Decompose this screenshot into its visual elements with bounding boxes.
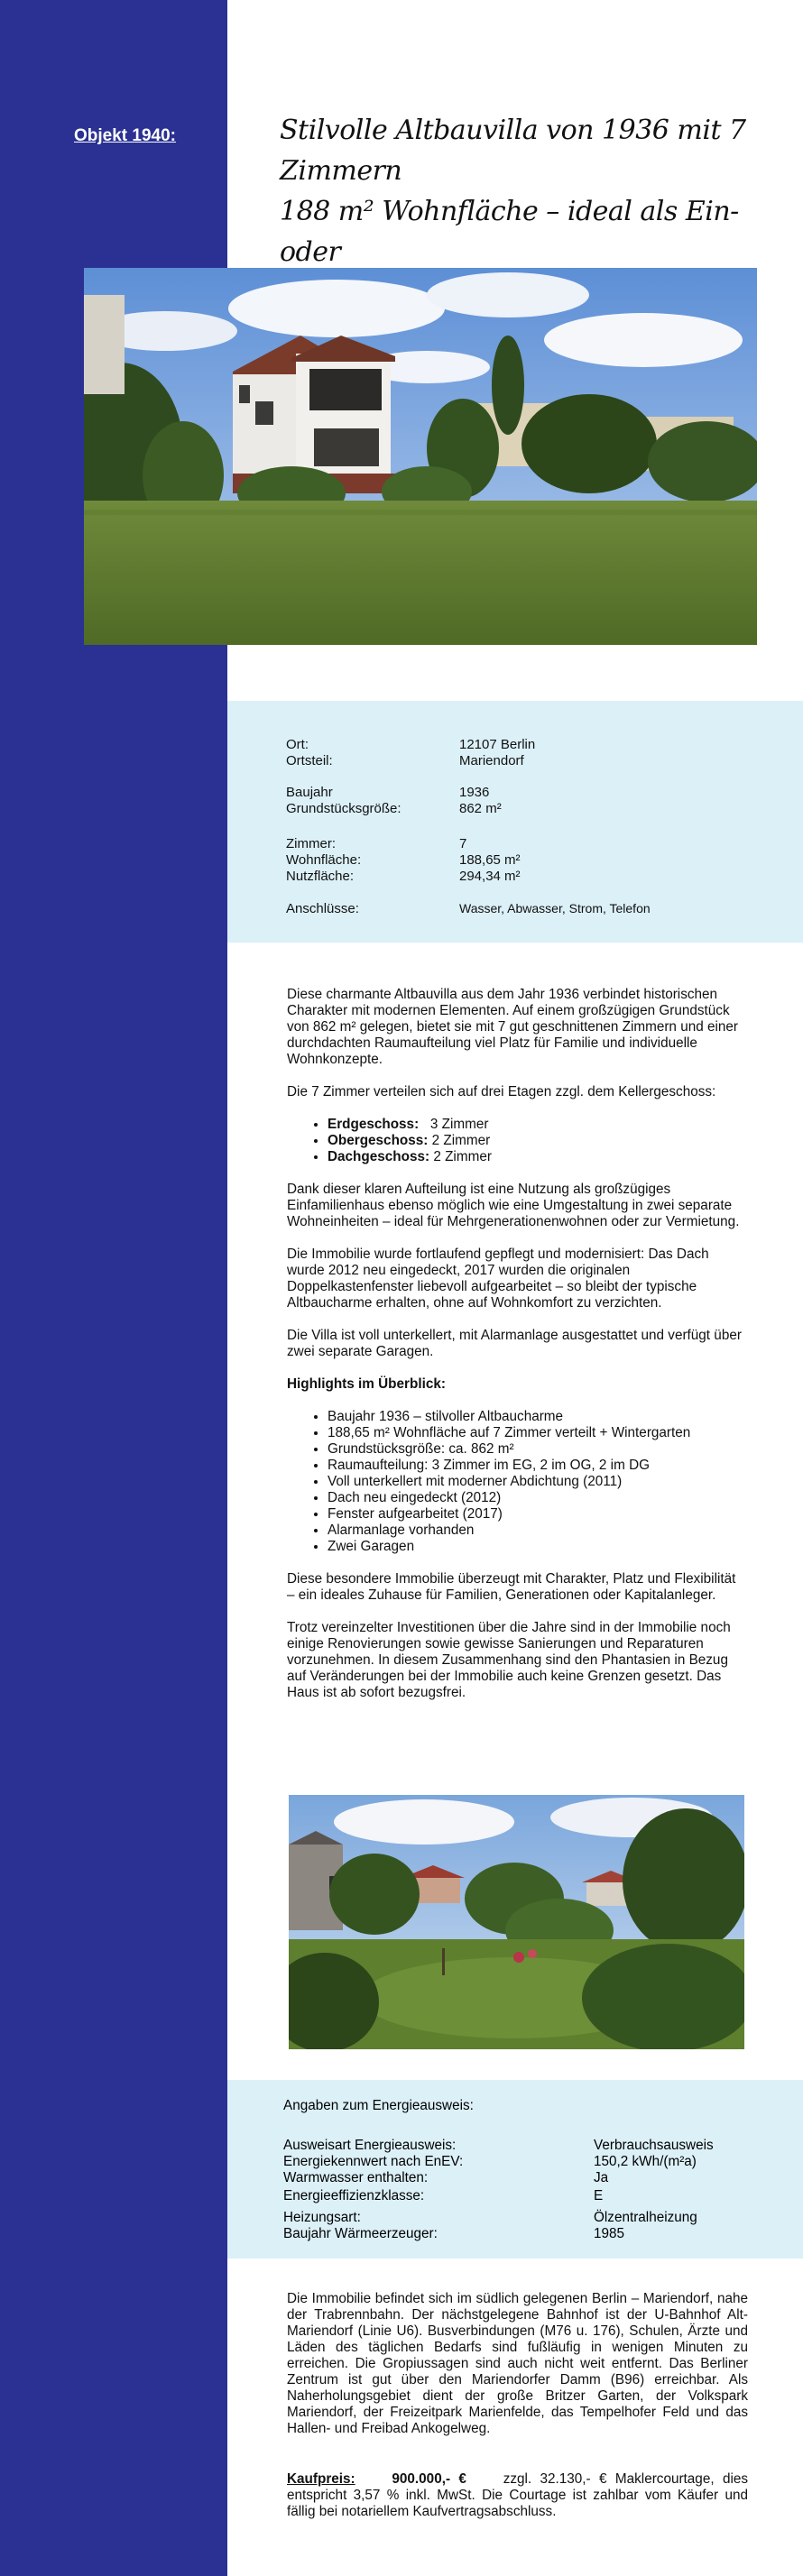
fact-label: Wohnfläche: — [286, 852, 362, 868]
description-paragraph: Die Immobilie wurde fortlaufend gepflegt und modernisiert: Das Dach wurde 2012 neu eingedeckt, 2017 wurden die originalen Doppelkastenfenster liebevoll aufgearbeitet – so bleibt der typische Altbaucharme erhalten, ohne auf Wohnkomfort zu verzichten. — [287, 1247, 709, 1311]
energy-value: 150,2 kWh/(m²a) — [594, 2154, 697, 2169]
fact-value: 188,65 m² — [459, 852, 521, 868]
energy-row — [283, 2210, 697, 2226]
fact-label: Ortsteil: — [286, 753, 333, 768]
house-photo-image — [84, 268, 757, 645]
fact-value: Mariendorf — [459, 753, 524, 768]
energy-label: Energiekennwert nach EnEV: — [283, 2154, 464, 2169]
fact-label: Grundstücksgröße: — [286, 801, 402, 816]
description-paragraph: Dank dieser klaren Aufteilung ist eine Nutzung als großzügiges Einfamilienhaus ebenso möglich wie eine Umgestaltung in zwei separate Wohneinheiten – ideal für Mehrgenerationenwohnen oder zur Vermietung. — [287, 1182, 740, 1229]
fact-label: Zimmer: — [286, 836, 336, 851]
list-item: • Zwei Garagen — [328, 1539, 743, 1555]
description-paragraph: Die 7 Zimmer verteilen sich auf drei Etagen zzgl. dem Kellergeschoss: — [287, 1084, 716, 1099]
price-label: Kaufpreis: — [287, 2471, 355, 2487]
energy-label: Ausweisart Energieausweis: — [283, 2138, 457, 2153]
title-line-2: 188 m² Wohnfläche – ideal als Ein- oder — [280, 196, 739, 268]
list-item — [328, 1117, 743, 1133]
garden-photo — [289, 1795, 744, 2049]
description-paragraph: Trotz vereinzelter Investitionen über die Jahre sind in der Immobilie noch einige Renovierungen sowie gewisse Sanierungen und Reparaturen vorzunehmen. In diesem Zusammenhang sind den Phantasien in Bezug auf Veränderungen bei der Immobilie auch keine Grenzen gesetzt. Das Haus ist ab sofort bezugsfrei. — [287, 1620, 731, 1700]
energy-label: Heizungsart: — [283, 2210, 361, 2225]
price-value: 900.000,- € — [392, 2471, 466, 2487]
fact-value: 7 — [459, 836, 467, 851]
list-item: • Alarmanlage vorhanden — [328, 1523, 743, 1539]
house-photo — [84, 268, 757, 645]
energy-row — [283, 2170, 609, 2186]
fact-value: 1936 — [459, 785, 490, 800]
energy-row — [283, 2154, 697, 2170]
list-item — [328, 1149, 743, 1165]
floor-label: Erdgeschoss: — [328, 1117, 420, 1132]
energy-row — [283, 2188, 604, 2204]
floor-value: 2 Zimmer — [428, 1133, 491, 1148]
fact-value: 862 m² — [459, 801, 502, 816]
description-paragraph: Diese charmante Altbauvilla aus dem Jahr 1936 verbindet historischen Charakter mit modernen Elementen. Auf einem großzügigen Grundstück von 862 m² gelegen, bietet sie mit 7 gut geschnittenen Zimmern und einer durchdachten Raumaufteilung viel Platz für Familie und individuelle Wohnkonzepte. — [287, 987, 738, 1067]
title-line-1: Stilvolle Altbauvilla von 1936 mit 7 Zimmern — [280, 115, 746, 187]
object-number: Objekt 1940: — [74, 126, 176, 145]
energy-label: Energieeffizienzklasse: — [283, 2188, 425, 2203]
energy-row — [283, 2226, 625, 2242]
fact-label: Anschlüsse: — [286, 901, 359, 916]
floor-label: Obergeschoss: — [328, 1133, 429, 1148]
price-text: zzgl. 32.130,- € Maklercourtage, dies entspricht 3,57 % inkl. MwSt. Die Courtage ist zahlbar vom Käufer und fällig bei notariellem Kaufvertragsabschluss. — [287, 2471, 749, 2519]
energy-label: Warmwasser enthalten: — [283, 2170, 429, 2185]
fact-label: Baujahr — [286, 785, 333, 800]
floor-label: Dachgeschoss: — [328, 1149, 430, 1164]
garden-photo-image — [289, 1795, 744, 2049]
list-item: • Voll unterkellert mit moderner Abdichtung (2011) — [328, 1474, 743, 1490]
price-block — [287, 2471, 748, 2520]
floor-value: 2 Zimmer — [429, 1149, 492, 1164]
fact-label: Nutzfläche: — [286, 869, 355, 884]
location-description: Die Immobilie befindet sich im südlich gelegenen Berlin – Mariendorf, nahe der Trabrennbahn. Der nächstgelegene Bahnhof ist der U-Bahnhof Alt-Mariendorf (Linie U6). Busverbindungen (M76 u. 176), Schulen, Ärzte und Läden des täglichen Bedarfs sind fußläufig in wenigen Minuten zu erreichen. Die Gropiussagen sind auch nicht weit entfernt. Das Berliner Zentrum ist gut über den Mariendorfer Damm (B96) erreichbar. Als Naherholungsgebiet dient der große Britzer Garten, der Volkspark Mariendorf, der Freizeitpark Marienfelde, das Tempelhofer Feld und das Hallen- und Freibad Ankogelweg. — [287, 2291, 748, 2436]
description-paragraph: Die Villa ist voll unterkellert, mit Alarmanlage ausgestattet und verfügt über zwei separate Garagen. — [287, 1328, 742, 1359]
list-item: • Baujahr 1936 – stilvoller Altbaucharme — [328, 1409, 743, 1425]
energy-value: Ölzentralheizung — [594, 2210, 697, 2225]
facts-panel — [227, 701, 803, 943]
energy-label: Baujahr Wärmeerzeuger: — [283, 2226, 438, 2241]
energy-value: Ja — [594, 2170, 609, 2185]
highlights-title: Highlights im Überblick: — [287, 1376, 446, 1392]
list-item — [328, 1133, 743, 1149]
list-item: • Grundstücksgröße: ca. 862 m² — [328, 1441, 743, 1458]
energy-row — [283, 2138, 714, 2154]
list-item: • Dach neu eingedeckt (2012) — [328, 1490, 743, 1506]
floor-list — [287, 1117, 743, 1165]
fact-value: Wasser, Abwasser, Strom, Telefon — [459, 901, 651, 915]
energy-value: E — [594, 2188, 604, 2203]
list-item: • Fenster aufgearbeitet (2017) — [328, 1506, 743, 1523]
fact-value: 12107 Berlin — [459, 737, 536, 752]
list-item: • Raumaufteilung: 3 Zimmer im EG, 2 im OG, 2 im DG — [328, 1458, 743, 1474]
highlights-list — [287, 1409, 743, 1555]
list-item: • 188,65 m² Wohnfläche auf 7 Zimmer verteilt + Wintergarten — [328, 1425, 743, 1441]
floor-value: 3 Zimmer — [419, 1117, 489, 1132]
energy-value: Verbrauchsausweis — [594, 2138, 714, 2153]
energy-value: 1985 — [594, 2226, 625, 2241]
energy-panel — [227, 2080, 803, 2259]
description-paragraph: Diese besondere Immobilie überzeugt mit Charakter, Platz und Flexibilität – ein ideales Zuhause für Familien, Generationen oder Kapitalanleger. — [287, 1571, 736, 1603]
description — [287, 987, 743, 1717]
energy-title: Angaben zum Energieausweis: — [283, 2098, 474, 2113]
fact-label: Ort: — [286, 737, 309, 752]
fact-value: 294,34 m² — [459, 869, 521, 884]
